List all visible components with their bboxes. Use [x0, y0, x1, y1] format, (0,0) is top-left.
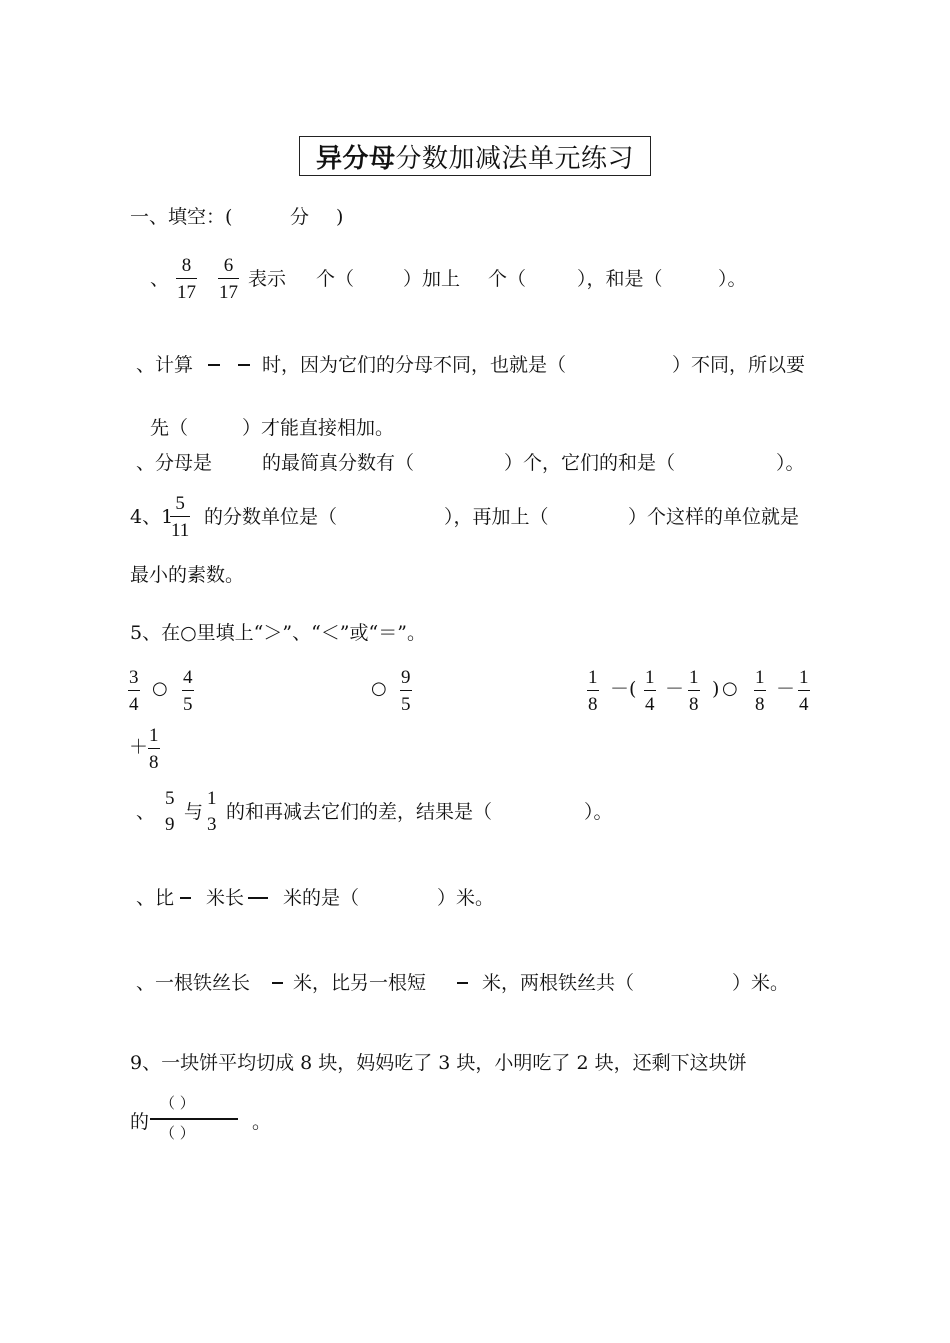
q7-t2: 米的是（	[283, 887, 360, 909]
section-heading	[130, 208, 232, 227]
q5-item3-frac-f	[148, 726, 160, 772]
numerator: 1	[645, 667, 655, 688]
numerator: 8	[181, 255, 192, 276]
q1-fraction-a	[176, 256, 197, 302]
q9-fraction-bar	[150, 1118, 238, 1120]
q1-text6: ）。	[718, 268, 747, 290]
denominator: 3	[207, 814, 217, 835]
q4-text1: 的分数单位是（	[204, 506, 338, 528]
q7-dash-b	[248, 897, 268, 899]
q5-item3-frac-b	[644, 668, 656, 714]
numerator: 1	[755, 667, 765, 688]
q4-text3: ）个这样的单位就是	[628, 506, 800, 528]
denominator: 5	[182, 690, 194, 714]
denominator: 8	[688, 690, 700, 714]
q2-line1-rest: 时，因为它们的分母不同，也就是（	[262, 354, 567, 376]
numerator: 1	[799, 667, 809, 688]
denominator: 4	[798, 690, 810, 714]
numerator: 1	[207, 788, 217, 809]
denominator: 5	[400, 690, 412, 714]
q3-mid2: ）个，它们的和是（	[504, 452, 676, 474]
q4-text2: ），再加上（	[444, 506, 549, 528]
q5-item1-frac-b	[182, 668, 194, 714]
q2-dash-b	[238, 364, 250, 366]
q2-dash-a	[208, 364, 220, 366]
q5-item3-minus2: －	[776, 678, 796, 700]
q1-number: 、	[150, 268, 170, 290]
q8-dash-b	[457, 982, 468, 984]
numerator: 4	[183, 667, 193, 688]
title-rest: 分数加减法单元练习	[395, 143, 635, 174]
q5-item2-frac-b	[400, 668, 412, 714]
q7-dash-a	[180, 897, 191, 899]
q5-item3-frac-c	[688, 668, 700, 714]
q8-t3: ）米。	[732, 972, 790, 994]
numerator: 6	[223, 255, 234, 276]
q6-with: 与	[184, 801, 204, 823]
q4-line2: 最小的素数。	[130, 564, 245, 586]
denominator: 8	[587, 690, 599, 714]
q6-prefix: 、	[136, 801, 156, 823]
q5-item3-frac-a	[587, 668, 599, 714]
q7-prefix: 、比	[136, 887, 175, 909]
q5-item1-frac-a	[128, 668, 140, 714]
q7-t1: 米长	[206, 887, 245, 909]
q5-item3-minus-open: －(	[610, 678, 637, 700]
q5-item3-close: )	[712, 678, 720, 700]
q1-text1: 表示	[248, 268, 287, 290]
q2-line2-a: 先（	[150, 417, 189, 439]
denominator: 8	[754, 690, 766, 714]
q2-line1-end: ）不同，所以要	[672, 354, 806, 376]
page-title	[299, 136, 651, 176]
numerator: 1	[689, 667, 699, 688]
q6-text: 的和再减去它们的差，结果是（	[226, 801, 493, 823]
q5-item1-circle[interactable]: ○	[152, 678, 168, 699]
q6-end: ）。	[584, 801, 613, 823]
denominator: 17	[218, 278, 239, 302]
section-heading-text: 一、填空：(	[130, 206, 233, 228]
denominator: 11	[170, 516, 190, 540]
q5-item3-circle[interactable]: ○	[722, 678, 738, 699]
q1-fraction-b	[218, 256, 239, 302]
q6-fraction-a	[164, 789, 176, 834]
q1-text4: 个（	[488, 268, 527, 290]
q3-prefix: 、分母是	[136, 452, 213, 474]
numerator: 5	[165, 788, 175, 809]
section-close: )	[336, 206, 344, 228]
q9-line2-prefix: 的	[130, 1111, 150, 1133]
q1-text3: ）加上	[403, 268, 461, 290]
q5-item3-frac-d	[754, 668, 766, 714]
denominator: 4	[128, 690, 140, 714]
numerator: 9	[401, 667, 411, 688]
denominator: 9	[165, 814, 175, 835]
q5-item2-circle[interactable]: ○	[371, 678, 387, 699]
q8-dash-a	[272, 982, 283, 984]
q4-fraction	[170, 494, 190, 540]
denominator: 8	[148, 748, 160, 772]
q7-t3: ）米。	[437, 887, 495, 909]
q8-prefix: 、一根铁丝长	[136, 972, 251, 994]
q6-fraction-b	[206, 789, 218, 834]
q9-blank-denominator[interactable]: （ ）	[160, 1124, 195, 1142]
denominator: 17	[176, 278, 197, 302]
q2-prefix: 、计算	[136, 354, 194, 376]
q8-t1: 米，比另一根短	[293, 972, 427, 994]
q4-prefix: 4、1	[130, 506, 174, 528]
numerator: 1	[588, 667, 598, 688]
title-bold: 异分母	[315, 143, 396, 174]
q9-blank-numerator[interactable]: （ ）	[160, 1094, 195, 1112]
q5-text: 5、在○里填上“＞”、“＜”或“＝”。	[130, 622, 426, 644]
numerator: 1	[149, 725, 159, 746]
q1-text2: 个（	[316, 268, 355, 290]
denominator: 4	[644, 690, 656, 714]
q3-mid: 的最简真分数有（	[262, 452, 415, 474]
q9-line1: 9、一块饼平均切成 8 块，妈妈吃了 3 块，小明吃了 2 块，还剩下这块饼	[130, 1052, 747, 1074]
q1-text5: ），和是（	[577, 268, 663, 290]
q8-t2: 米，两根铁丝共（	[482, 972, 635, 994]
q3-end: ）。	[776, 452, 805, 474]
q2-line2-b: ）才能直接相加。	[242, 417, 395, 439]
numerator: 5	[175, 493, 185, 514]
q5-item3-plus: ＋	[129, 736, 149, 758]
q9-end: 。	[252, 1111, 272, 1133]
numerator: 3	[129, 667, 139, 688]
section-points: 分	[290, 206, 310, 228]
q5-item3-frac-e	[798, 668, 810, 714]
q5-item3-minus: －	[665, 678, 685, 700]
